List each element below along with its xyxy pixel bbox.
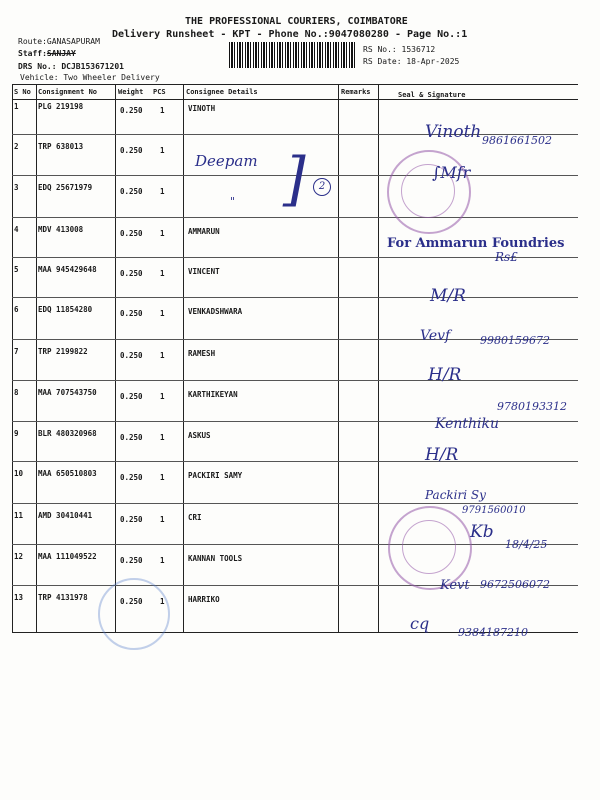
hw-signature-4-icon: Rs£ [495, 250, 518, 264]
col-border-pcs [183, 84, 184, 632]
cell-weight: 0.250 [120, 597, 143, 606]
runsheet-title: Delivery Runsheet - KPT - Phone No.:9047080280 - Page No.:1 [112, 29, 468, 40]
cell-pcs: 1 [160, 473, 165, 482]
hw-vinoth: Vinoth [425, 122, 482, 142]
faded-stamp-icon [98, 578, 170, 650]
row-rule [12, 503, 578, 504]
cell-consignment: TRP 638013 [38, 142, 84, 151]
cell-sno: 1 [14, 102, 19, 111]
col-border-consignee [338, 84, 339, 632]
hw-ditto: " [230, 195, 236, 208]
col-border-left [12, 84, 13, 632]
cell-pcs: 1 [160, 146, 165, 155]
hw-phone-8: 9780193312 [497, 400, 567, 413]
cell-pcs: 1 [160, 187, 165, 196]
drs-line [18, 62, 124, 71]
cell-pcs: 1 [160, 392, 165, 401]
cell-consignment: TRP 4131978 [38, 593, 88, 602]
cell-pcs: 1 [160, 269, 165, 278]
cell-sno: 5 [14, 265, 19, 274]
drs-label: DRS No.: [18, 62, 57, 71]
hw-phone-1: 9861661502 [482, 134, 552, 147]
cell-consignee: PACKIRI SAMY [188, 471, 243, 480]
col-header-consignee: Consignee Details [186, 88, 258, 96]
cell-consignee: HARRIKO [188, 595, 220, 604]
cell-weight: 0.250 [120, 187, 143, 196]
cell-pcs: 1 [160, 597, 165, 606]
cell-pcs: 1 [160, 106, 165, 115]
cell-sno: 10 [14, 469, 24, 478]
cell-consignment: EDQ 11854280 [38, 305, 93, 314]
hw-phone-10: 9791560010 [462, 505, 526, 516]
cell-sno: 6 [14, 305, 19, 314]
cell-weight: 0.250 [120, 106, 143, 115]
cell-sno: 3 [14, 183, 19, 192]
table-header-rule [12, 99, 578, 100]
col-header-seal: Seal & Signature [398, 91, 466, 99]
hw-hr-9: H/R [425, 445, 459, 465]
cell-consignment: MAA 945429648 [38, 265, 97, 274]
cell-weight: 0.250 [120, 556, 143, 565]
cell-consignment: MAA 650510803 [38, 469, 97, 478]
cell-weight: 0.250 [120, 269, 143, 278]
col-border-remarks [378, 84, 379, 632]
cell-consignee: VENKADSHWARA [188, 307, 243, 316]
col-header-remarks: Remarks [341, 88, 371, 96]
hw-circle-2: 2 [313, 178, 331, 196]
cell-consignment: MAA 111049522 [38, 552, 97, 561]
hw-phone-13: 9384187210 [458, 626, 528, 639]
col-header-pcs: PCS [153, 88, 166, 96]
table-top-rule [12, 84, 578, 85]
hw-signature-11-icon: Kb [470, 522, 494, 542]
hw-date-11: 18/4/25 [505, 538, 548, 551]
cell-weight: 0.250 [120, 309, 143, 318]
row-rule [12, 217, 578, 218]
hw-signature-3-icon: ∫Mfr [432, 163, 471, 182]
row-rule [12, 544, 578, 545]
hw-bracket-icon: ] [283, 145, 306, 213]
company-stamp-2-inner-icon [402, 520, 456, 574]
route-label: Route: [18, 37, 47, 46]
hw-mr: M/R [430, 286, 466, 306]
seal-ammarun: For Ammarun Foundries [387, 236, 565, 251]
cell-consignment: MDV 413008 [38, 225, 84, 234]
cell-consignee: KARTHIKEYAN [188, 390, 238, 399]
route-value: GANASAPURAM [46, 37, 100, 46]
cell-weight: 0.250 [120, 515, 143, 524]
rs-number: RS No.: 1536712 [363, 45, 436, 54]
hw-packiri: Packiri Sy [425, 488, 486, 502]
hw-signature-12-icon: Kevt [440, 578, 470, 593]
company-title: THE PROFESSIONAL COURIERS, COIMBATORE [185, 16, 408, 27]
cell-pcs: 1 [160, 351, 165, 360]
row-rule [12, 297, 578, 298]
rs-date: RS Date: 18-Apr-2025 [363, 57, 460, 66]
cell-consignment: MAA 707543750 [38, 388, 97, 397]
col-border-sno [36, 84, 37, 632]
cell-consignee: AMMARUN [188, 227, 220, 236]
cell-weight: 0.250 [120, 392, 143, 401]
drs-value: DCJB153671201 [61, 62, 124, 71]
cell-pcs: 1 [160, 556, 165, 565]
cell-consignee: CRI [188, 513, 202, 522]
hw-hr-7: H/R [428, 365, 462, 385]
cell-weight: 0.250 [120, 433, 143, 442]
cell-pcs: 1 [160, 433, 165, 442]
hw-signature-6-icon: Vevf [420, 328, 451, 344]
vehicle-line: Vehicle: Two Wheeler Delivery [20, 73, 160, 82]
cell-weight: 0.250 [120, 473, 143, 482]
barcode-image [229, 42, 355, 68]
cell-consignee: RAMESH [188, 349, 216, 358]
cell-consignment: PLG 219198 [38, 102, 84, 111]
cell-sno: 8 [14, 388, 19, 397]
col-header-sno: S No [14, 88, 31, 96]
cell-consignment: TRP 2199822 [38, 347, 88, 356]
cell-weight: 0.250 [120, 351, 143, 360]
hw-signature-8-icon: Kenthiku [435, 416, 500, 432]
col-header-weight: Weight [118, 88, 144, 96]
cell-weight: 0.250 [120, 146, 143, 155]
cell-pcs: 1 [160, 309, 165, 318]
row-rule [12, 257, 578, 258]
staff-line [18, 49, 76, 58]
cell-pcs: 1 [160, 229, 165, 238]
cell-sno: 9 [14, 429, 19, 438]
hw-signature-13-icon: cq [410, 614, 430, 633]
cell-sno: 2 [14, 142, 19, 151]
cell-consignment: AMD 30410441 [38, 511, 93, 520]
route-line [18, 37, 100, 46]
staff-label: Staff: [18, 49, 47, 58]
cell-sno: 12 [14, 552, 24, 561]
cell-consignee: KANNAN TOOLS [188, 554, 243, 563]
cell-consignment: BLR 480320968 [38, 429, 97, 438]
cell-consignee: VINOTH [188, 104, 216, 113]
staff-value: SANJAY [46, 49, 76, 58]
cell-sno: 4 [14, 225, 19, 234]
hw-phone-6: 9980159672 [480, 334, 550, 347]
cell-pcs: 1 [160, 515, 165, 524]
cell-sno: 11 [14, 511, 24, 520]
cell-sno: 13 [14, 593, 24, 602]
row-rule [12, 461, 578, 462]
cell-consignment: EDQ 25671979 [38, 183, 93, 192]
col-header-consignment: Consignment No [38, 88, 98, 96]
row-rule [12, 380, 578, 381]
cell-weight: 0.250 [120, 229, 143, 238]
hw-phone-12: 9672506072 [480, 578, 550, 591]
hw-deepam: Deepam [195, 152, 258, 170]
col-border-cons [115, 84, 116, 632]
cell-consignee: VINCENT [188, 267, 220, 276]
cell-sno: 7 [14, 347, 19, 356]
cell-consignee: ASKUS [188, 431, 211, 440]
